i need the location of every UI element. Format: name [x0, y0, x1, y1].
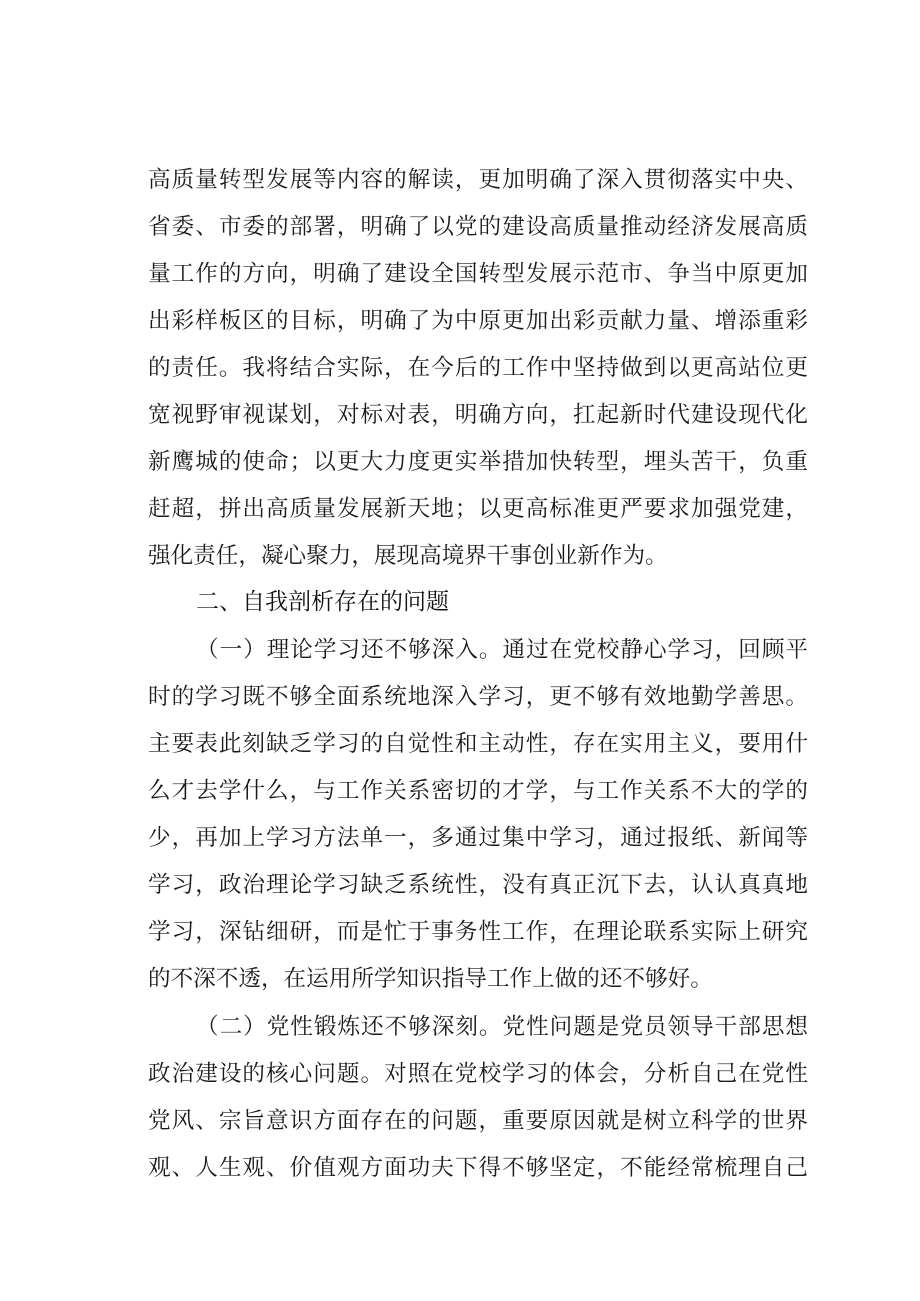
- text-line: （一）理论学习还不够深入。通过在党校静心学习，回顾平: [196, 637, 808, 663]
- text-line: 政治建设的核心问题。对照在党校学习的体会，分析自己在党性: [148, 1061, 808, 1087]
- text-line: 时的学习既不够全面系统地深入学习，更不够有效地勤学善思。: [148, 684, 808, 710]
- text-line: 的责任。我将结合实际，在今后的工作中坚持做到以更高站位更: [148, 355, 808, 381]
- text-line: （二）党性锻炼还不够深刻。党性问题是党员领导干部思想: [196, 1014, 808, 1040]
- text-line: 赶超，拼出高质量发展新天地；以更高标准更严要求加强党建，: [148, 496, 808, 522]
- text-line: 少，再加上学习方法单一，多通过集中学习，通过报纸、新闻等: [148, 825, 808, 851]
- text-line: 高质量转型发展等内容的解读，更加明确了深入贯彻落实中央、: [148, 167, 808, 193]
- text-line: 的不深不透，在运用所学知识指导工作上做的还不够好。: [148, 966, 713, 992]
- text-line: 党风、宗旨意识方面存在的问题，重要原因就是树立科学的世界: [148, 1108, 808, 1134]
- text-line: 量工作的方向，明确了建设全国转型发展示范市、争当中原更加: [148, 261, 808, 287]
- text-line: 学习，政治理论学习缺乏系统性，没有真正沉下去，认认真真地: [148, 872, 808, 898]
- text-line: 强化责任，凝心聚力，展现高境界干事创业新作为。: [148, 543, 668, 569]
- text-line: 观、人生观、价值观方面功夫下得不够坚定，不能经常梳理自己: [148, 1155, 808, 1181]
- text-line: 主要表此刻缺乏学习的自觉性和主动性，存在实用主义，要用什: [148, 731, 808, 757]
- text-line: 出彩样板区的目标，明确了为中原更加出彩贡献力量、增添重彩: [148, 308, 808, 334]
- text-line: 么才去学什么，与工作关系密切的才学，与工作关系不大的学的: [148, 778, 808, 804]
- text-line: 宽视野审视谋划，对标对表，明确方向，扛起新时代建设现代化: [148, 402, 808, 428]
- text-line: 新鹰城的使命；以更大力度更实举措加快转型，埋头苦干，负重: [148, 449, 808, 475]
- text-line: 学习，深钻细研，而是忙于事务性工作，在理论联系实际上研究: [148, 919, 808, 945]
- section-heading: 二、自我剖析存在的问题: [196, 589, 449, 615]
- text-line: 省委、市委的部署，明确了以党的建设高质量推动经济发展高质: [148, 214, 808, 240]
